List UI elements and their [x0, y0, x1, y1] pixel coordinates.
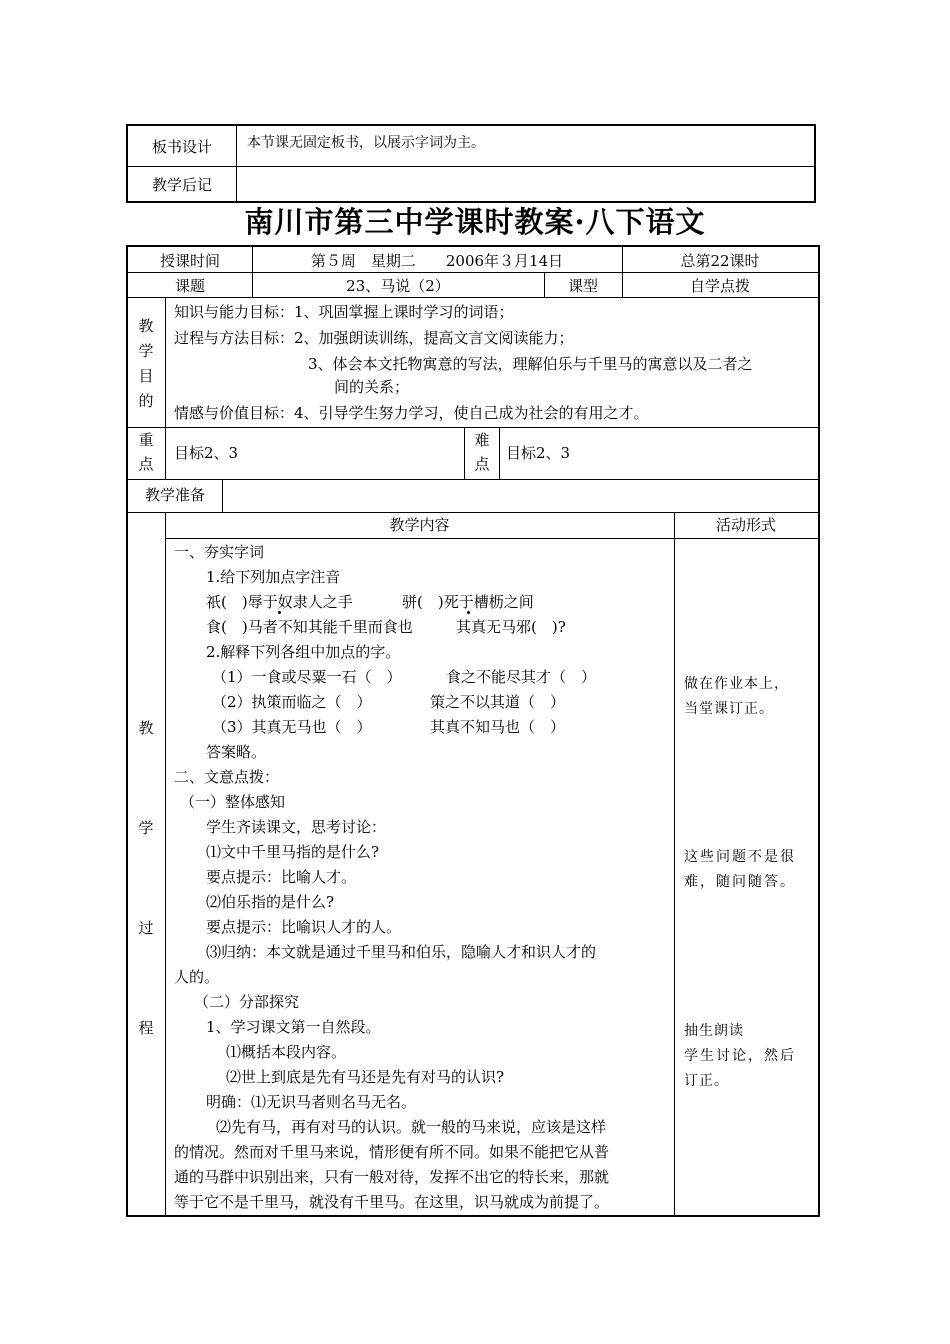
- total-lesson-count: 总第22课时: [680, 252, 760, 270]
- question-line: （1）一食或尽粟一石（ ）: [212, 668, 402, 686]
- content-line: 人的。: [174, 968, 220, 986]
- goal-line: 知识与能力目标：1、巩固掌握上课时学习的词语；: [174, 303, 514, 321]
- difficult-point-value: 目标2、3: [506, 444, 571, 462]
- content-line: ⑵伯乐指的是什么?: [206, 893, 335, 911]
- content-line: ⑵先有马，再有对马的认识。就一般的马来说，应该是这样: [216, 1118, 607, 1136]
- activity-note: 抽生朗读: [684, 1023, 744, 1039]
- page-title: 南川市第三中学课时教案·八下语文: [244, 205, 706, 239]
- question-line: 其真无马邪( )?: [456, 618, 566, 636]
- content-line: 要点提示：比喻识人才的人。: [206, 918, 402, 936]
- lesson-type-value: 自学点拨: [689, 277, 750, 295]
- section-heading: 一、夯实字词: [174, 543, 265, 561]
- question-line: 其真不知马也（ ）: [430, 718, 566, 736]
- goal-line: 情感与价值目标：4、引导学生努力学习，使自己成为社会的有用之才。: [174, 404, 649, 422]
- class-time-value: 第５周 星期二 2006年３月14日: [310, 252, 564, 270]
- question-line: 食之不能尽其才（ ）: [446, 668, 597, 686]
- content-line: 等于它不是千里马，就没有千里马。在这里，识马就成为前提了。: [174, 1193, 610, 1211]
- activity-note: 这些问题不是很: [684, 849, 796, 865]
- subsection-heading: （一）整体感知: [180, 793, 286, 811]
- question-line: 食( )马者不知其能千里而食也: [206, 618, 413, 636]
- teaching-notes-value: [237, 167, 816, 203]
- topic-value: 23、马说（2）: [346, 277, 450, 295]
- content-line: 1、学习课文第一自然段。: [206, 1018, 381, 1036]
- question-line: （3）其真无马也（ ）: [212, 718, 372, 736]
- section-heading: 二、文意点拨：: [174, 768, 280, 786]
- content-line: 的情况。然而对千里马来说，情形便有所不同。如果不能把它从普: [174, 1143, 610, 1161]
- question-line: （2）执策而临之（ ）: [212, 693, 372, 711]
- activity-note: 难，随问随答。: [684, 874, 796, 890]
- question-line: 策之不以其道（ ）: [430, 693, 566, 711]
- content-header: 教学内容: [389, 516, 450, 534]
- goal-line: 3、体会本文托物寓意的写法，理解伯乐与千里马的寓意以及二者之: [308, 355, 753, 373]
- content-line: 答案略。: [206, 743, 267, 761]
- teaching-prep-label: 教学准备: [144, 486, 205, 504]
- class-time-label: 授课时间: [159, 252, 220, 270]
- activity-header: 活动形式: [715, 516, 776, 534]
- content-line: ⑴概括本段内容。: [226, 1043, 347, 1061]
- activity-note: 做在作业本上，: [684, 676, 789, 692]
- goal-line: 过程与方法目标：2、加强朗读训练，提高文言文阅读能力；: [174, 329, 574, 347]
- activity-note: 订正。: [684, 1073, 729, 1089]
- content-line: 2.解释下列各组中加点的字。: [206, 643, 401, 661]
- content-line: ⑶归纳：本文就是通过千里马和伯乐，隐喻人才和识人才的: [206, 943, 597, 961]
- content-line: 要点提示：比喻人才。: [206, 868, 357, 886]
- teaching-notes-label: 教学后记: [127, 167, 237, 203]
- question-line: 祇( )辱于奴隶人之手: [206, 593, 353, 611]
- board-design-table: [126, 124, 816, 203]
- board-design-value: 本节课无固定板书，以展示字词为主。: [237, 125, 816, 167]
- activity-note: 学生讨论，然后: [684, 1048, 796, 1064]
- goal-line: 间的关系；: [334, 378, 410, 396]
- topic-label: 课题: [174, 277, 205, 295]
- lesson-plan-table: 授课时间 第５周 星期二 2006年３月14日 总第22课时 课题 23、马说（2） 课型 自学点拨 教 学 目 的 知识与能力目标：1、巩固掌握上课时学习的词语； 过程与方法目标：2、加强朗读训练，提高文言文阅读能力； 3、体会本文托物寓意的写法，理解伯乐与千里马的寓意以及二者之 间的关系； 情感与价值目标：4、引导学生努力学习，使自己成为社会的有用之才。 重 点 目标2、3 难 点 目标2、3 教学准备 教 学 过 程 教学内容 活动形式 一、夯实字词 1.给下列加点字注音 祇( )辱于奴隶人之手 骈( )死于槽枥之间 食( )马者不知其能千里而食也 其真无马邪( )? 2.解释下列各组中加点的字。 （1）一食或尽粟一石（ ） 食之不能尽其才（ ） （2）执策而临之（ ） 策之不以其道（ ） （3）其真无马也（ ） 其真不知马也（ ） 答案略。 二、文意点拨： （一）整体感知 学生齐读课文，思考讨论： ⑴文中千里马指的是什么? 要点提示：比喻人才。 ⑵伯乐指的是什么? 要点提示：比喻识人才的人。 ⑶归纳：本文就是通过千里马和伯乐，隐喻人才和识人才的 人的。 （二）分部探究 1、学习课文第一自然段。 ⑴概括本段内容。 ⑵世上到底是先有马还是先有对马的认识? 明确：⑴无识马者则名马无名。 ⑵先有马，再有对马的认识。就一般的马来说，应该是这样 的情况。然而对千里马来说，情形便有所不同。如果不能把它从普 通的马群中识别出来，只有一般对待，发挥不出它的特长来，那就 等于它不是千里马，就没有千里马。在这里，识马就成为前提了。 做在作业本上， 当堂课订正。 这些问题不是很 难，随问随答。 抽生朗读 学生讨论，然后 订正。: [126, 245, 820, 1217]
- content-line: ⑴文中千里马指的是什么?: [206, 843, 380, 861]
- content-line: 1.给下列加点字注音: [206, 568, 341, 586]
- content-line: ⑵世上到底是先有马还是先有对马的认识?: [226, 1068, 505, 1086]
- content-line: 明确：⑴无识马者则名马无名。: [206, 1093, 417, 1111]
- question-line: 骈( )死于槽枥之间: [402, 593, 534, 611]
- subsection-heading: （二）分部探究: [194, 993, 300, 1011]
- content-line: 通的马群中识别出来，只有一般对待，发挥不出它的特长来，那就: [174, 1168, 610, 1186]
- board-design-label: 板书设计: [127, 125, 237, 167]
- content-line: 学生齐读课文，思考讨论：: [206, 818, 387, 836]
- lesson-type-label: 课型: [567, 277, 598, 295]
- key-point-value: 目标2、3: [174, 444, 239, 462]
- activity-note: 当堂课订正。: [684, 701, 774, 717]
